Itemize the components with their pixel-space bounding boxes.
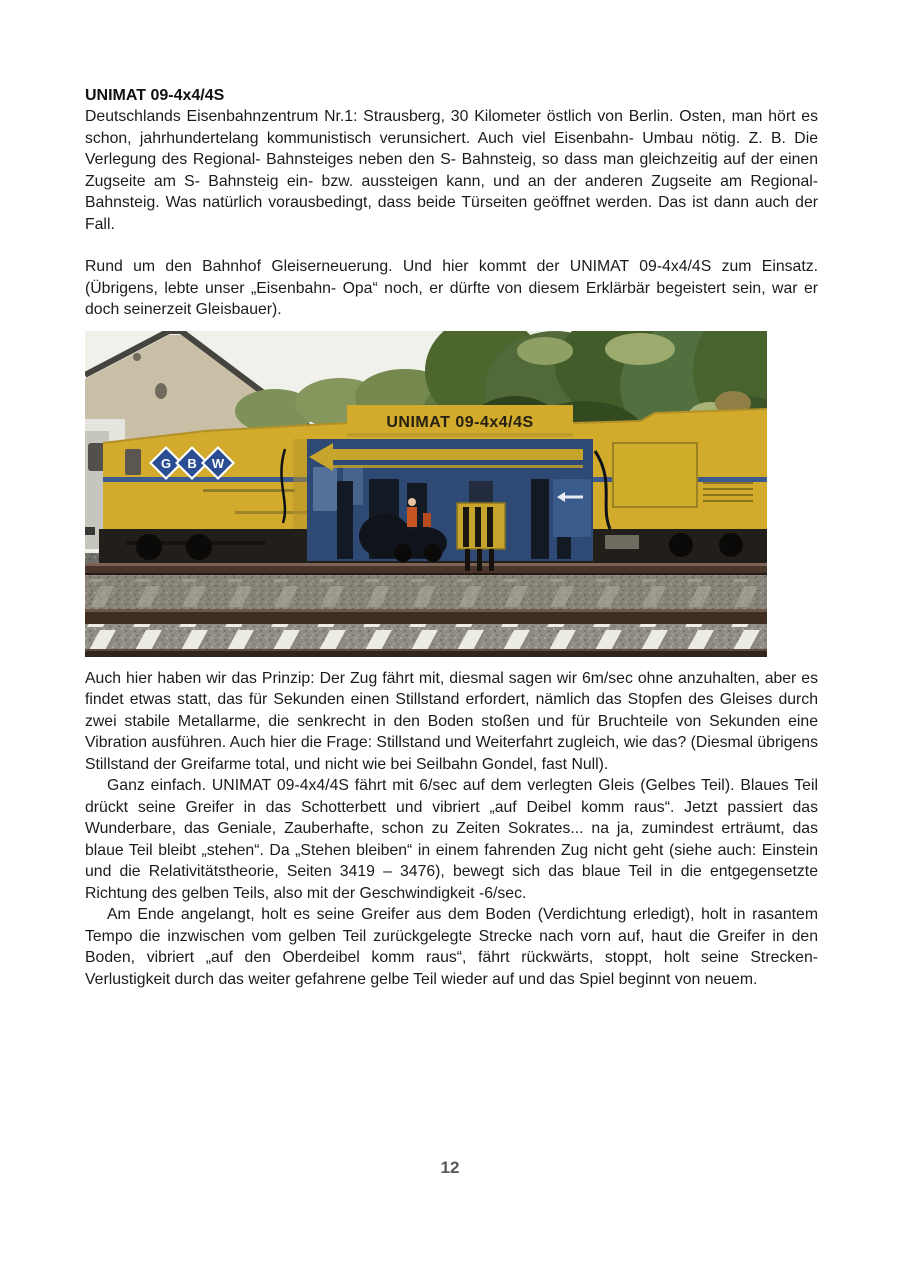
sleepers-bright <box>85 624 767 651</box>
buffer <box>85 527 95 535</box>
ballast-tint <box>85 575 767 611</box>
wheel <box>424 544 442 562</box>
wheel <box>186 534 212 560</box>
tamping-tine <box>477 549 482 571</box>
rail-near-shadow <box>85 573 767 575</box>
paragraph-am-ende: Am Ende angelangt, holt es seine Greifer aus dem Boden (Verdichtung erledigt), holt in rasantem Tempo die inzwischen vom gelben Teil zurückgelegte Strecke nach vorn auf, haut die Greifer in den Boden, vibriert „auf den Oberdeibel komm raus“, fährt rückwärts, stoppt, holt seine Strecken- Verlustigkeit durch das weiter gefahrene gelbe Teil wieder auf und das Spiel beginnt von neuem. <box>85 906 818 988</box>
light-gap <box>605 535 639 549</box>
left-arrow-icon <box>563 495 583 498</box>
blue-working-section <box>281 439 610 571</box>
article-heading-text: UNIMAT 09-4x4/4S <box>85 87 225 104</box>
paragraph-ganz-einfach: Ganz einfach. UNIMAT 09-4x4/4S fährt mit 6/sec auf dem verlegten Gleis (Gelbes Teil). Blaues Teil drückt seine Greifer in das Schotterbett und vibriert „auf Deibel komm raus“. Jetzt passiert das Wunderbare, das Geniale, Zauberhafte, schon zu Zeiten Sokrates... na ja, zumindest erträumt, das blaue Teil bleibt „stehen“. Da „Stehen bleiben“ in einem fahrenden Zug nicht geht (siehe auch: Einstein und die Relativitätstheorie, Seiten 3419 – 3476), bewegt sich das blaue Teil in die entgegensetzte Richtung des gelben Teils, also mit der Geschwindigkeit -6/sec. <box>85 777 818 902</box>
gbw-logo <box>149 446 235 480</box>
side-door-panel <box>613 443 697 507</box>
beam-underline <box>347 433 573 437</box>
logo-letter: G <box>160 455 172 471</box>
tree-highlight <box>517 337 573 365</box>
tree-highlight <box>605 333 675 365</box>
tamping-tine <box>475 507 481 547</box>
yellow-arrow-stripe <box>333 449 583 460</box>
rail-near-highlight <box>85 563 767 566</box>
wall-opening <box>133 353 141 361</box>
tamping-tine <box>487 507 493 547</box>
side-lettering <box>203 489 295 492</box>
cab-window <box>125 449 141 475</box>
rail-far-highlight <box>85 609 767 612</box>
paragraph-prinzip: Auch hier haben wir das Prinzip: Der Zug fährt mit, diesmal sagen wir 6m/sec ohne anzuhalten, aber es findet etwas statt, das für Sekunden einen Stillstand erfordert, nämlich das Stopfen des Gleises durch zwei stabile Metallarme, die senkrecht in den Boden stoßen und für Bruchteile von Sekunden eine Vibration ausführen. Auch hier die Frage: Stillstand und Weiterfahrt zugleich, wie das? (Diesmal übrigens Stillstand der Greifarme total, und nicht wie bei Seilbahn Gondel, fast Null). <box>85 669 818 773</box>
worker-head <box>408 498 416 506</box>
worker-vest <box>407 507 417 527</box>
page-number: 12 <box>440 1158 460 1177</box>
machinery-column <box>531 479 549 559</box>
yellow-arrow-line <box>333 465 583 468</box>
machine-name-label: UNIMAT 09-4x4/4S <box>386 413 534 431</box>
wheel <box>719 533 743 557</box>
tamping-tine <box>489 549 494 571</box>
wheel <box>669 533 693 557</box>
paragraph-intro: Deutschlands Eisenbahnzentrum Nr.1: Strausberg, 30 Kilometer östlich von Berlin. Osten, man hört es schon, jahrhundertelang kommunistisch verunsichert. Auch viel Eisenbahn- Umbau nötig. Z. B. Die Verlegung des Regional- Bahnsteiges neben den S- Bahnsteig, so dass man gleichzeitig auf der einen Zugseite am S- Bahnsteig ein- bzw. aussteigen kann, und an der anderen Zugseite am Regional- Bahnsteig. Was natürlich vorausbedingt, dass beide Türseiten geöffnet werden. Das ist dann auch der Fall. <box>85 108 818 233</box>
tamping-arm <box>469 481 493 503</box>
wheel <box>136 534 162 560</box>
rail-bottom-highlight <box>85 649 767 651</box>
train-photo <box>85 331 767 657</box>
logo-letter: B <box>187 455 197 471</box>
tamping-tine <box>463 507 469 547</box>
train-photo-graphic <box>85 331 767 657</box>
blue-panel <box>553 479 591 537</box>
paragraph-bahnhof: Rund um den Bahnhof Gleiserneuerung. Und hier kommt der UNIMAT 09-4x4/4S zum Einsatz. (Übrigens, lebte unser „Eisenbahn- Opa“ noch, er dürfte von diesem Erklärbär begeistert sein, war er doch seinerzeit Gleisbauer). <box>85 258 818 318</box>
cabin-window <box>313 467 337 511</box>
tamping-tine <box>465 549 470 571</box>
worker-vest <box>423 513 431 527</box>
track-bed <box>85 553 767 657</box>
car-window <box>88 443 105 471</box>
article-body <box>85 85 818 990</box>
machinery-column <box>337 481 353 559</box>
wall-opening <box>155 383 167 399</box>
pillar-shade <box>293 439 307 531</box>
article-heading <box>85 85 818 106</box>
wheel <box>394 544 412 562</box>
logo-letter: W <box>211 455 225 471</box>
